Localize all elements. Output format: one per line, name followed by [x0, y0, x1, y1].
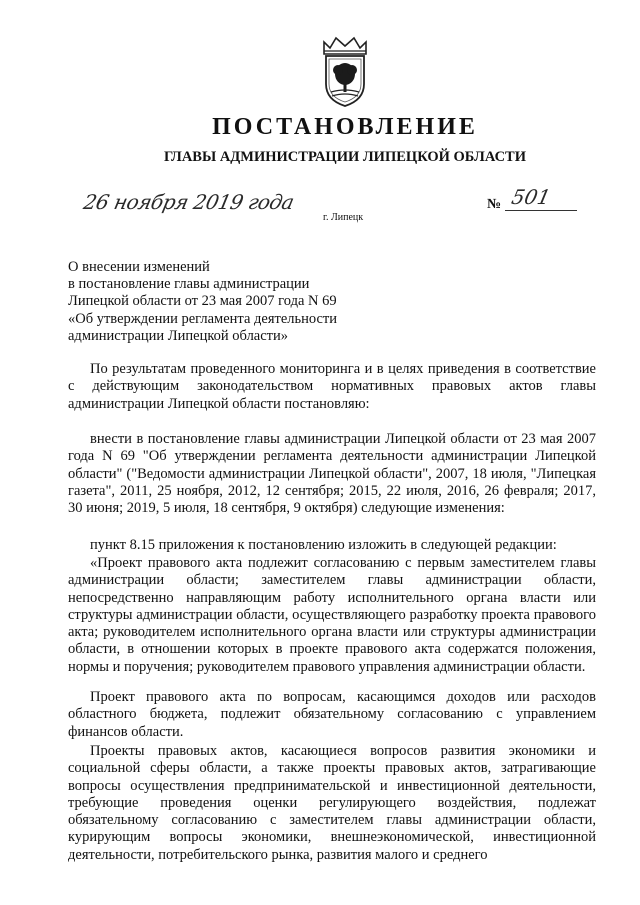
handwritten-date: 26 ноября 2019 года: [81, 190, 296, 214]
coat-of-arms-emblem: [316, 34, 374, 108]
subject-line: в постановление главы администрации: [68, 276, 310, 293]
item-text: пункт 8.15 приложения к постановлению изложить в следующей редакции:: [90, 537, 557, 553]
number-underline: [505, 210, 577, 211]
quote-paragraph-1: «Проект правового акта подлежит согласованию с первым заместителем главы администрации области; заместителем главы администрации области, непосредственно направляющим работу исполнительного органа власти или структуры администрации области, осуществляющего разработку проекта правового акта; руководителем исполнительного органа власти или структуры администрации области, в отношении которых в проекте правового акта содержатся положения, нормы и поручения; руководителем правового управления администрации области.: [68, 555, 596, 675]
handwritten-number: 501: [509, 185, 553, 209]
city-label: г. Липецк: [323, 212, 364, 223]
quote-paragraph-3: Проекты правовых актов, касающиеся вопросов развития экономики и социальной сферы области, а также проекты правовых актов, затрагивающие вопросы осуществления предпринимательской и инвестиционной деятельности, требующие проведения оценки регулирующего воздействия, подлежат обязательному согласованию с заместителем главы администрации области, курирующим вопросы экономики, внешнеэкономической, инвестиционной деятельности, потребительского рынка, развития малого и среднего: [68, 743, 596, 863]
subject-line: Липецкой области от 23 мая 2007 года N 69: [68, 293, 337, 310]
item-paragraph: [68, 537, 596, 554]
document-title: ПОСТАНОВЛЕНИЕ: [212, 114, 478, 140]
number-label: №: [487, 197, 502, 212]
document-subject: [68, 259, 388, 345]
decision-paragraph: внести в постановление главы администрации Липецкой области от 23 мая 2007 года N 69 "Об утверждении регламента деятельности администрации Липецкой области" ("Ведомости администрации Липецкой области", 2007, 18 июля, "Липецкая газета", 2011, 25 ноября, 2012, 12 сентября; 2015, 22 июля, 2016, 26 февраля; 2017, 30 июня; 2019, 5 июля, 18 сентября, 9 октября) следующие изменения:: [68, 431, 596, 517]
subject-line: администрации Липецкой области»: [68, 327, 289, 344]
quote-paragraph-2: Проект правового акта по вопросам, касающимся доходов или расходов областного бюджета, подлежит обязательному согласованию с управлением финансов области.: [68, 689, 596, 740]
subject-line: «Об утверждении регламента деятельности: [68, 310, 338, 327]
subject-line: О внесении изменений: [68, 259, 210, 275]
document-subtitle: ГЛАВЫ АДМИНИСТРАЦИИ ЛИПЕЦКОЙ ОБЛАСТИ: [163, 149, 527, 165]
preamble-paragraph: По результатам проведенного мониторинга и в целях приведения в соответствие с действующим законодательством нормативных правовых актов главы администрации Липецкой области постановляю:: [68, 361, 596, 412]
